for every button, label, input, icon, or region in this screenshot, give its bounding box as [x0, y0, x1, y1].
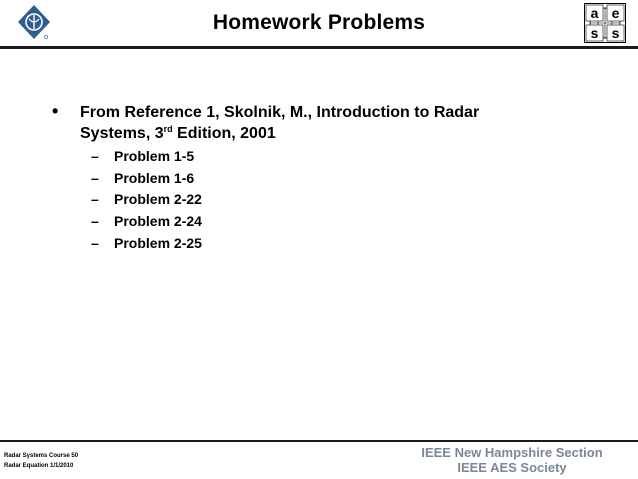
footer-course: Radar Systems Course 50 — [4, 453, 79, 459]
aess-logo-icon — [584, 3, 626, 43]
reference-line-2 — [80, 124, 276, 143]
reference-line-1: From Reference 1, Skolnik, M., Introduction to Radar — [80, 104, 480, 121]
aess-letter-a: a — [590, 5, 599, 21]
problem-label: Problem 2-24 — [114, 213, 202, 229]
aess-letter-s1: s — [590, 25, 599, 41]
footer-topic: Radar Equation 1/1/2010 — [4, 463, 74, 469]
reference-line-2-start: Systems, 3 — [80, 125, 164, 142]
header-rule — [0, 46, 638, 49]
problem-item — [91, 170, 194, 186]
dash-marker: – — [91, 148, 99, 164]
reference-line-2-end: Edition, 2001 — [172, 125, 276, 142]
problem-item — [91, 148, 194, 164]
footer-rule — [0, 440, 638, 442]
problem-item — [91, 213, 202, 229]
ordinal-superscript: rd — [163, 124, 173, 134]
aess-letter-e: e — [611, 5, 620, 21]
problem-label: Problem 1-5 — [114, 148, 195, 164]
bullet-marker: • — [52, 101, 59, 121]
footer-org-section: IEEE New Hampshire Section — [421, 445, 603, 460]
problem-label: Problem 1-6 — [114, 170, 195, 186]
aess-letter-s2: s — [611, 25, 620, 41]
dash-marker: – — [91, 191, 99, 207]
dash-marker: – — [91, 213, 99, 229]
problem-label: Problem 2-22 — [114, 191, 202, 207]
problem-item — [91, 235, 202, 251]
problem-label: Problem 2-25 — [114, 235, 202, 251]
dash-marker: – — [91, 170, 99, 186]
footer-org-society: IEEE AES Society — [457, 460, 567, 475]
dash-marker: – — [91, 235, 99, 251]
problem-item — [91, 191, 202, 207]
page-title: Homework Problems — [212, 11, 426, 34]
